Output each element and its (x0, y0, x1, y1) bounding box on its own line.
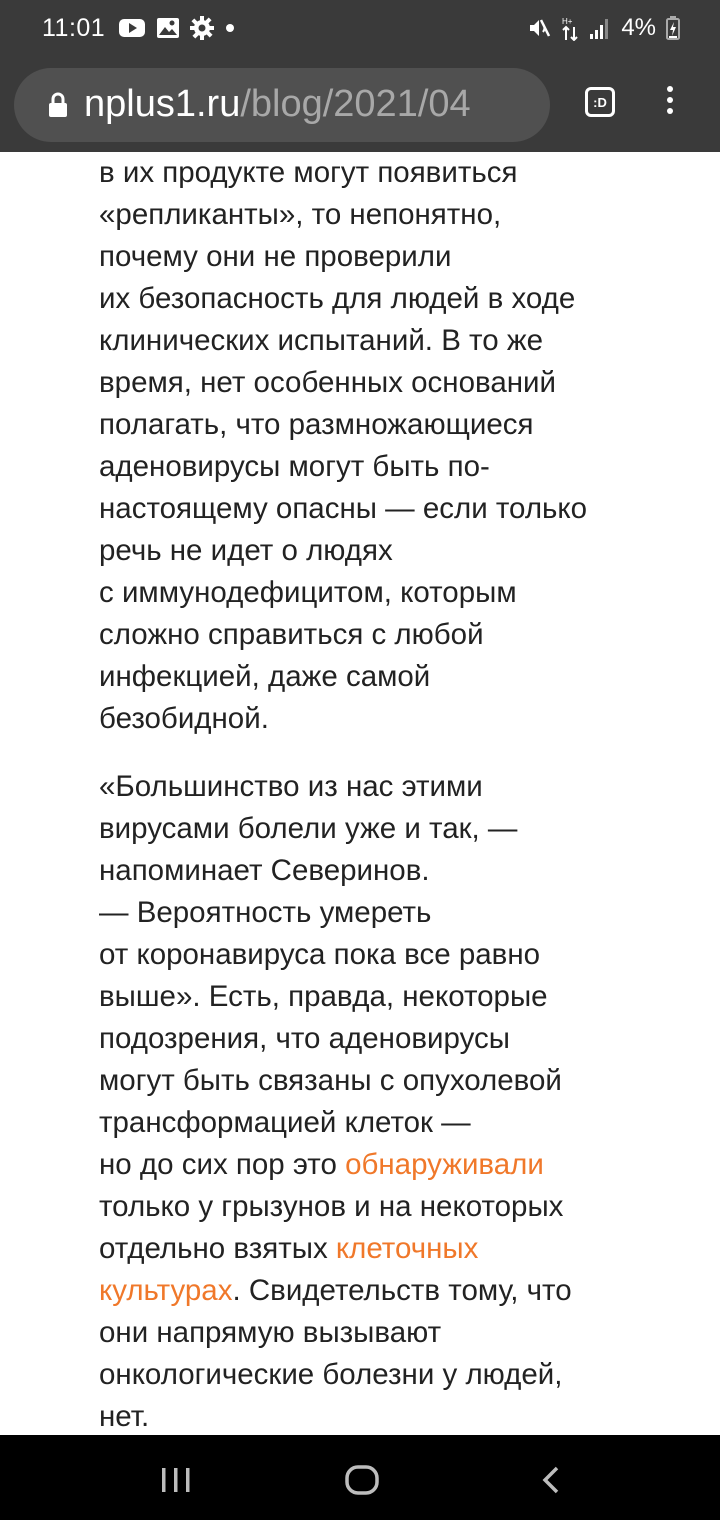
text-line (99, 1270, 572, 1312)
text-line: аденовирусы могут быть по- (99, 450, 490, 483)
text-line (99, 1228, 572, 1270)
text-fragment: но до сих пор это (99, 1148, 346, 1181)
text-line: подозрения, что аденовирусы (99, 1022, 510, 1055)
url-domain: nplus1.ru (84, 83, 241, 125)
gallery-icon (156, 17, 180, 39)
text-line: могут быть связаны с опухолевой (99, 1064, 562, 1097)
signal-icon (589, 16, 611, 40)
text-line: выше». Есть, правда, некоторые (99, 980, 548, 1013)
settings-icon (190, 16, 214, 40)
battery-icon (666, 16, 680, 40)
text-line: напоминает Северинов. (99, 854, 430, 887)
text-line: вирусами болели уже и так, — (99, 812, 518, 845)
text-line (99, 1144, 572, 1186)
text-line: почему они не проверили (99, 240, 452, 273)
status-notification-icons (118, 16, 236, 40)
svg-text:H+: H+ (562, 17, 573, 26)
back-icon[interactable] (540, 1465, 562, 1495)
link-detected[interactable]: обнаруживали (345, 1148, 544, 1181)
text-line: «репликанты», то непонятно, (99, 198, 502, 231)
text-line: безобидной. (99, 702, 269, 735)
battery-percent: 4% (621, 14, 656, 41)
text-line: они напрямую вызывают (99, 1316, 442, 1349)
text-line: «Большинство из нас этими (99, 770, 483, 803)
url-text[interactable] (84, 83, 471, 126)
text-line: с иммунодефицитом, которым (99, 576, 517, 609)
text-line: клинических испытаний. В то же (99, 324, 543, 357)
url-path: /blog/2021/04 (240, 83, 471, 125)
text-fragment: отдельно взятых (99, 1232, 336, 1265)
navigation-bar (0, 1435, 720, 1520)
text-line: от коронавируса пока все равно (99, 938, 541, 971)
text-line: время, нет особенных оснований (99, 366, 557, 399)
browser-toolbar (0, 58, 720, 152)
text-line: инфекцией, даже самой (99, 660, 431, 693)
text-line: только у грызунов и на некоторых (99, 1190, 564, 1223)
text-line: онкологические болезни у людей, (99, 1358, 563, 1391)
text-line: трансформацией клеток — (99, 1106, 471, 1139)
status-system-icons (527, 14, 680, 42)
link-cell-cultures[interactable]: клеточных (335, 1232, 479, 1265)
status-time: 11:01 (42, 14, 106, 42)
text-line: в их продукте могут появиться (99, 156, 518, 189)
text-line: нет. (99, 1400, 150, 1433)
text-line: — Вероятность умереть (99, 896, 432, 929)
recent-apps-icon[interactable] (160, 1467, 192, 1493)
link-cell-cultures[interactable]: культурах (99, 1274, 233, 1307)
address-bar[interactable] (14, 68, 550, 142)
text-line: настоящему опасны — если только (99, 492, 588, 525)
status-bar (0, 0, 720, 58)
text-fragment: . Свидетельств тому, что (232, 1274, 572, 1307)
text-line: полагать, что размножающиеся (99, 408, 534, 441)
text-line: сложно справиться с любой (99, 618, 484, 651)
data-arrows-icon (561, 15, 579, 41)
text-line: речь не идет о людях (99, 534, 393, 567)
tab-count-label: :D (593, 94, 607, 110)
home-icon[interactable] (345, 1465, 379, 1495)
paragraph (99, 152, 587, 740)
paragraph (99, 766, 572, 1438)
text-line: их безопасность для людей в ходе (99, 282, 576, 315)
mute-icon (527, 16, 551, 40)
youtube-icon (118, 17, 146, 39)
lock-icon (48, 92, 68, 118)
more-vert-icon[interactable] (660, 86, 680, 122)
dot-icon (224, 17, 236, 39)
tab-switcher-icon[interactable] (585, 87, 615, 117)
